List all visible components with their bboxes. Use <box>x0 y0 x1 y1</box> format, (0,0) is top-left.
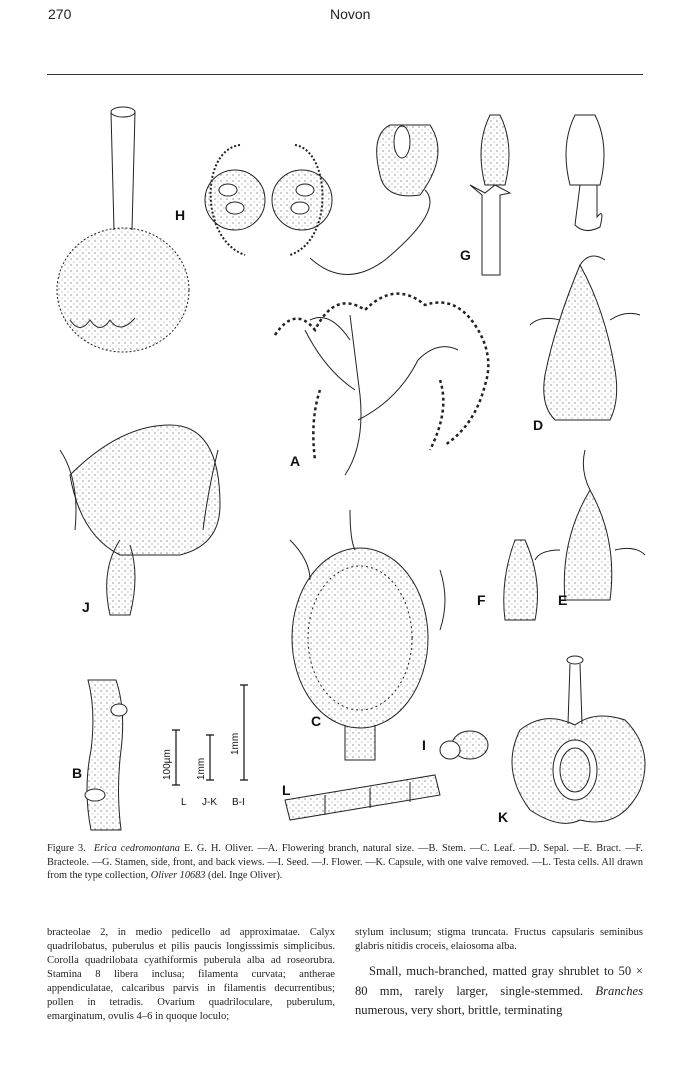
drawing-g-stamens <box>310 115 604 275</box>
header-rule <box>47 74 643 75</box>
panel-label-f: F <box>477 592 486 608</box>
body-column-left <box>47 926 335 1024</box>
branches-term: Branches <box>595 983 643 998</box>
drawing-l-testa <box>285 775 440 820</box>
drawing-a-branch <box>275 294 488 475</box>
caption-credit: (del. Inge Oliver). <box>205 870 283 881</box>
panel-label-i: I <box>422 737 426 753</box>
panel-label-d: D <box>533 417 544 433</box>
english-description <box>355 962 643 1021</box>
drawing-d-sepal <box>530 256 640 420</box>
panel-label-g: G <box>460 247 471 263</box>
drawing-i-seed <box>440 731 488 759</box>
panel-label-h: H <box>175 207 186 223</box>
caption-collection: Oliver 10683 <box>150 870 206 881</box>
panel-label-j: J <box>82 599 90 615</box>
drawing-e-bract <box>535 450 645 600</box>
drawing-h-pistil <box>57 107 189 352</box>
drawing-b-stem <box>85 680 127 830</box>
drawing-j-flower <box>60 425 220 615</box>
drawing-h-section <box>205 145 332 255</box>
figure-caption <box>47 842 643 883</box>
english-description-text: Small, much-branched, matted gray shrublet to 50 × 80 mm, rarely larger, single-stemmed. <box>355 964 643 998</box>
panel-label-e: E <box>558 592 568 608</box>
scale-bar-2-value: 1mm <box>196 757 207 780</box>
figure-plate <box>40 90 650 840</box>
caption-text: E. G. H. Oliver. —A. Flowering branch, natural size. —B. Stem. —C. Leaf. —D. Sepal. —E. Bract. —F. Bracteole. —G. Stamen, side, front, and back views. —I. Seed. —J. Flower. —K. Capsule, with one valve removed. —L. Testa cells. All drawn from the type collection, <box>47 843 643 881</box>
scale-bar-2-label: J-K <box>202 797 217 808</box>
panel-label-l: L <box>282 782 291 798</box>
english-description-continued: numerous, very short, brittle, terminating <box>355 1003 563 1017</box>
scale-bar-3-label: B-I <box>232 797 245 808</box>
caption-species: Erica cedromontana <box>93 843 180 854</box>
latin-description-left: bracteolae 2, in medio pedicello ad approximatae. Calyx quadrilobatus, puberulus et pilis paucis longisssimis simplicibus. Corolla quadrilobata cyathiformis puberula alba ad roseorubra. Stamina 8 libera inclusa; filamenta curvata; antherae appendiculatae, calcaribus parvis in filamentis decurrentibus; pollen in tetradis. Ovarium quadriloculare, puberulum, emarginatum, ovulis 4–6 in quoque loculo; <box>47 927 335 1022</box>
drawing-f-bracteole <box>504 540 538 620</box>
latin-description-right: stylum inclusum; stigma truncata. Fructus capsularis seminibus glabris nitidis croceis, elaiosoma alba. <box>355 927 643 952</box>
scale-bar-1-label: L <box>181 797 187 808</box>
journal-name: Novon <box>330 6 371 22</box>
panel-label-k: K <box>498 809 509 825</box>
body-column-right <box>355 926 643 1021</box>
scale-bar-1-value: 100µm <box>162 749 173 780</box>
panel-label-a: A <box>290 453 301 469</box>
panel-label-b: B <box>72 765 83 781</box>
page-number: 270 <box>48 6 72 22</box>
drawing-k-capsule <box>512 656 645 823</box>
scale-bar-3-value: 1mm <box>230 732 241 755</box>
caption-fig-number: Figure 3. <box>47 843 86 854</box>
panel-label-c: C <box>311 713 322 729</box>
